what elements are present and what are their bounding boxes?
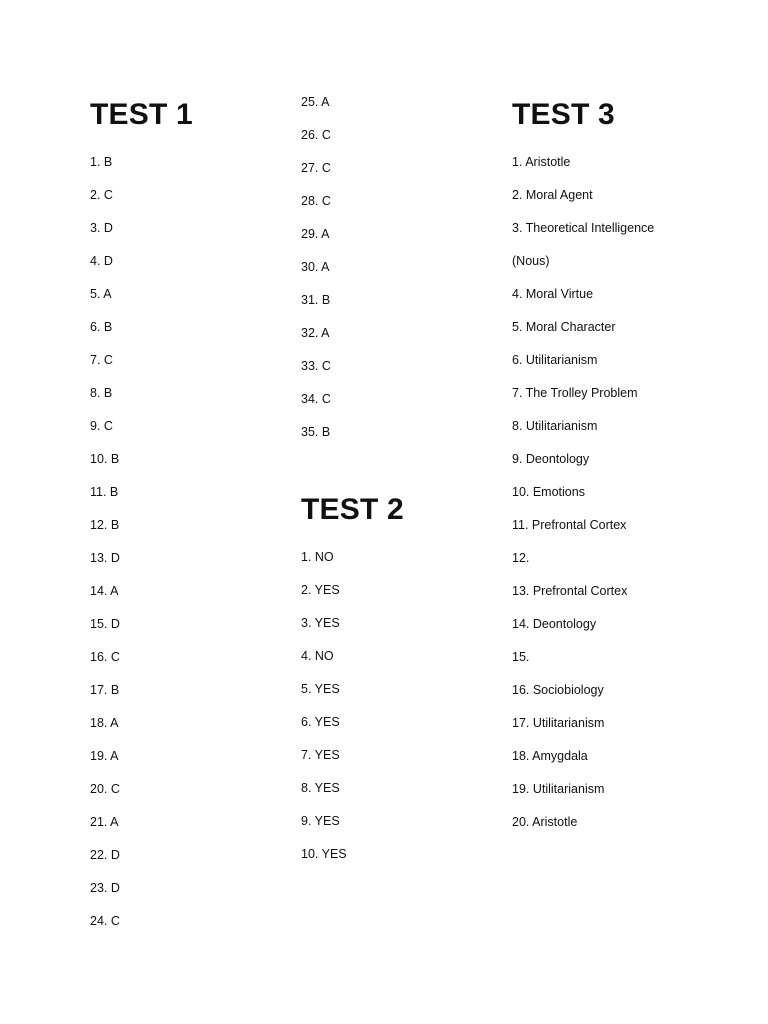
test2-heading: TEST 2 (301, 493, 404, 526)
answer-line: 26. C (301, 128, 331, 142)
answer-line: 10. B (90, 452, 120, 466)
answer-line: 5. A (90, 287, 112, 301)
answer-line: 3. D (90, 221, 113, 235)
answer-line: 5. Moral Character (512, 320, 616, 334)
test3-heading: TEST 3 (512, 98, 615, 131)
answer-line: 33. C (301, 359, 331, 373)
answer-line: 13. Prefrontal Cortex (512, 584, 628, 598)
answer-line: 35. B (301, 425, 331, 439)
answer-line: 21. A (90, 815, 119, 829)
answer-line: 30. A (301, 260, 330, 274)
answer-line: 16. Sociobiology (512, 683, 604, 697)
answer-line: 3. Theoretical Intelligence (512, 221, 655, 235)
answer-line: 17. B (90, 683, 120, 697)
answer-line: 6. Utilitarianism (512, 353, 598, 367)
answer-line: 8. B (90, 386, 113, 400)
answer-line: 12. (512, 551, 530, 565)
answer-line: 20. C (90, 782, 120, 796)
answer-line: 14. Deontology (512, 617, 597, 631)
test1-heading: TEST 1 (90, 98, 193, 131)
answer-line: 18. Amygdala (512, 749, 588, 763)
answer-line: 14. A (90, 584, 119, 598)
answer-line: 1. NO (301, 550, 334, 564)
answer-line: 8. Utilitarianism (512, 419, 598, 433)
test1-answer-list-continued (301, 94, 331, 457)
answer-line: 19. A (90, 749, 119, 763)
answer-line: 8. YES (301, 781, 340, 795)
answer-line: 18. A (90, 716, 119, 730)
answer-line: 34. C (301, 392, 331, 406)
answer-line: 1. B (90, 155, 113, 169)
answer-line: 19. Utilitarianism (512, 782, 605, 796)
answer-line: 24. C (90, 914, 120, 928)
answer-line: 2. YES (301, 583, 340, 597)
answer-line: 17. Utilitarianism (512, 716, 605, 730)
answer-line: 29. A (301, 227, 330, 241)
answer-line: 7. The Trolley Problem (512, 386, 638, 400)
answer-line: (Nous) (512, 254, 550, 268)
answer-line: 1. Aristotle (512, 155, 571, 169)
test3-answer-list (512, 154, 654, 847)
answer-line: 5. YES (301, 682, 340, 696)
answer-line: 2. Moral Agent (512, 188, 593, 202)
answer-line: 27. C (301, 161, 331, 175)
answer-line: 25. A (301, 95, 330, 109)
answer-line: 28. C (301, 194, 331, 208)
answer-line: 2. C (90, 188, 113, 202)
answer-line: 15. D (90, 617, 120, 631)
answer-line: 10. YES (301, 847, 347, 861)
answer-line: 7. C (90, 353, 113, 367)
answer-line: 7. YES (301, 748, 340, 762)
answer-line: 9. YES (301, 814, 340, 828)
answer-line: 11. Prefrontal Cortex (512, 518, 627, 532)
answer-line: 32. A (301, 326, 330, 340)
answer-line: 6. YES (301, 715, 340, 729)
answer-line: 15. (512, 650, 530, 664)
answer-line: 12. B (90, 518, 120, 532)
answer-line: 23. D (90, 881, 120, 895)
answer-line: 9. Deontology (512, 452, 590, 466)
test2-answer-list (301, 549, 347, 879)
answer-line: 3. YES (301, 616, 340, 630)
answer-line: 6. B (90, 320, 113, 334)
answer-line: 9. C (90, 419, 113, 433)
answer-line: 20. Aristotle (512, 815, 578, 829)
answer-line: 4. NO (301, 649, 334, 663)
answer-line: 4. D (90, 254, 113, 268)
answer-line: 13. D (90, 551, 120, 565)
answer-line: 16. C (90, 650, 120, 664)
answer-line: 4. Moral Virtue (512, 287, 594, 301)
answer-line: 22. D (90, 848, 120, 862)
answer-line: 10. Emotions (512, 485, 585, 499)
answer-line: 11. B (90, 485, 119, 499)
answer-line: 31. B (301, 293, 331, 307)
test1-answer-list (90, 154, 120, 946)
